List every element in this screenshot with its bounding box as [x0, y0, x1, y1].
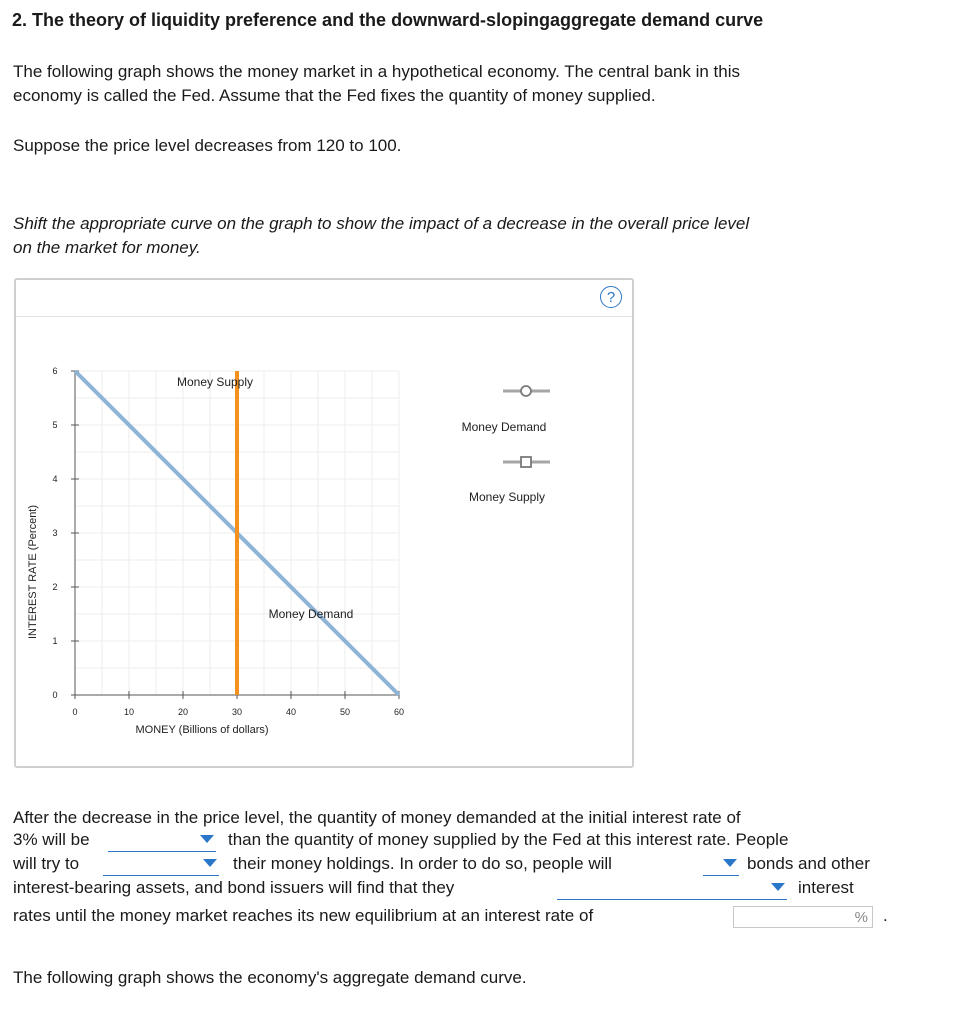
y-tick-label: 5 [52, 420, 58, 430]
legend [462, 386, 550, 504]
question-line-1: After the decrease in the price level, the quantity of money demanded at the initial interest rate of [13, 808, 741, 827]
instruction-line-2: on the market for money. [13, 238, 201, 257]
y-axis-label: INTEREST RATE (Percent) [27, 504, 39, 640]
question-text-equilibrium: rates until the money market reaches its new equilibrium at an interest rate of [13, 906, 594, 925]
y-tick-label: 1 [52, 636, 58, 646]
bond-issuers-dropdown[interactable] [557, 879, 787, 900]
equilibrium-rate-input[interactable] [733, 906, 873, 928]
chevron-down-icon [723, 859, 737, 867]
x-tick-label: 50 [339, 707, 351, 717]
question-period: . [883, 906, 888, 925]
x-axis-label: MONEY (Billions of dollars) [135, 724, 269, 736]
intro-line-2: economy is called the Fed. Assume that the Fed fixes the quantity of money supplied. [13, 86, 656, 105]
help-icon[interactable]: ? [600, 286, 622, 308]
question-title: 2. The theory of liquidity preference and the downward-slopingaggregate demand curve [12, 10, 764, 30]
y-tick-label: 4 [52, 474, 58, 484]
chevron-down-icon [771, 883, 785, 891]
question-text-interest: interest [798, 878, 854, 897]
y-tick-label: 3 [52, 528, 58, 538]
legend-money-supply-label: Money Supply [468, 490, 546, 504]
percent-unit: % [854, 909, 868, 926]
question-text-will-try: will try to [13, 854, 80, 873]
footer-text: The following graph shows the economy's aggregate demand curve. [13, 968, 527, 987]
legend-money-demand-circle-icon[interactable] [521, 386, 531, 396]
question-text-3pct: 3% will be [13, 830, 90, 849]
question-text-holdings: their money holdings. In order to do so, people will [233, 854, 612, 873]
x-tick-label: 0 [72, 707, 78, 717]
y-tick-label: 0 [52, 690, 58, 700]
chevron-down-icon [203, 859, 217, 867]
question-paragraph [13, 806, 923, 830]
x-tick-label: 10 [123, 707, 135, 717]
x-tick-label: 30 [231, 707, 243, 717]
price-change-text: Suppose the price level decreases from 120 to 100. [13, 136, 402, 155]
chart-ticks [52, 366, 404, 717]
money-demand-curve-label: Money Demand [268, 607, 354, 621]
instruction-line-1: Shift the appropriate curve on the graph to show the impact of a decrease in the overall price level [13, 214, 750, 233]
x-tick-label: 40 [285, 707, 297, 717]
x-tick-label: 20 [177, 707, 189, 717]
question-text-bonds: bonds and other [747, 854, 870, 873]
chevron-down-icon [200, 835, 214, 843]
bonds-action-dropdown[interactable] [703, 855, 739, 876]
money-holdings-dropdown[interactable] [103, 855, 219, 876]
comparison-dropdown[interactable] [108, 831, 216, 852]
question-text-supplied: than the quantity of money supplied by the Fed at this interest rate. People [228, 830, 789, 849]
money-supply-curve-label: Money Supply [176, 375, 254, 389]
intro-line-1: The following graph shows the money market in a hypothetical economy. The central bank in this [13, 62, 740, 81]
y-tick-label: 6 [52, 366, 58, 376]
y-tick-label: 2 [52, 582, 58, 592]
question-text-bond-issuers: interest-bearing assets, and bond issuers will find that they [13, 878, 455, 897]
legend-money-supply-square-icon[interactable] [521, 457, 531, 467]
x-tick-label: 60 [393, 707, 405, 717]
legend-money-demand-label: Money Demand [461, 420, 547, 434]
